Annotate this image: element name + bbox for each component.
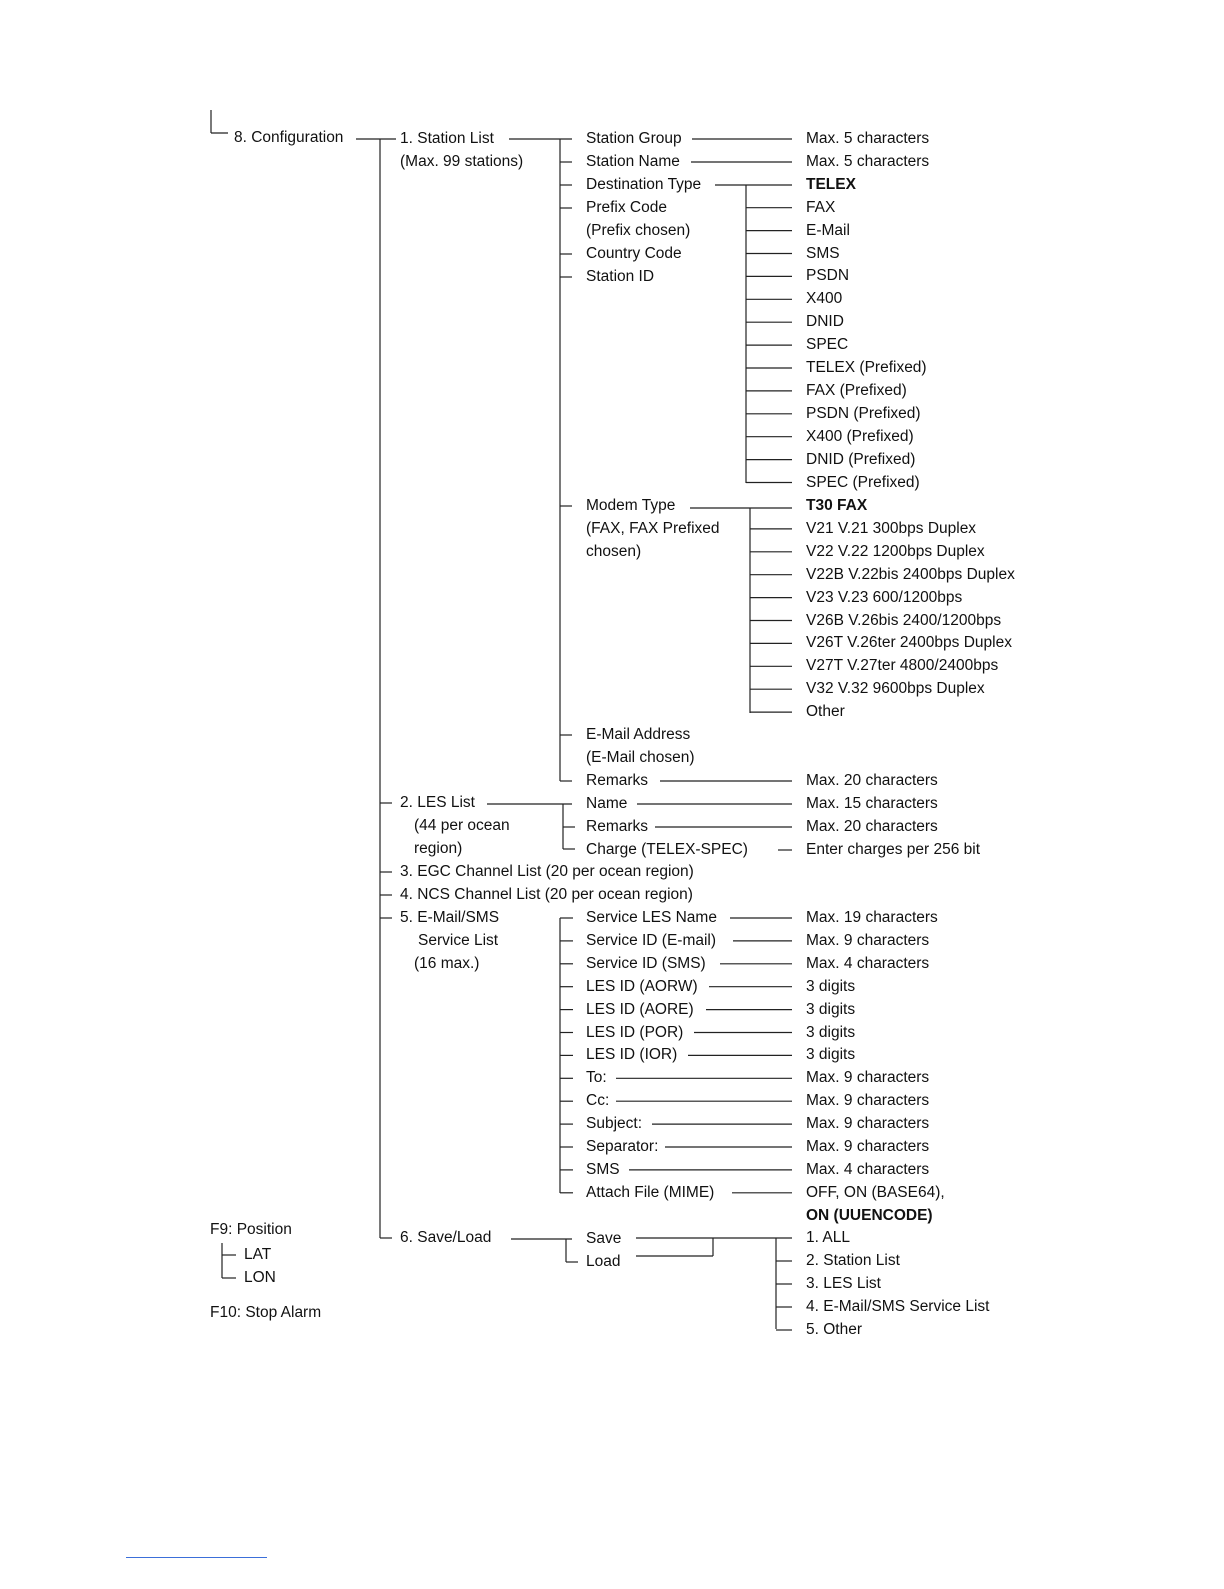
station-id-label: Station ID — [586, 268, 655, 285]
email-sms-field-limit: Max. 9 characters — [806, 1092, 930, 1110]
station-name-limit: Max. 5 characters — [806, 153, 930, 170]
email-sms-field-limit: 3 digits — [806, 1023, 856, 1041]
load-option: Load — [586, 1253, 621, 1270]
les-field-name: Name — [586, 795, 628, 812]
modem-type-option: V21 V.21 300bps Duplex — [806, 519, 977, 537]
destination-type-option: X400 — [806, 290, 843, 308]
email-sms-field-name: To: — [586, 1069, 607, 1087]
modem-note-line1: (FAX, FAX Prefixed — [586, 520, 720, 537]
les-field-name: Charge (TELEX-SPEC) — [586, 841, 748, 858]
email-sms-list-subtitle-line1: Service List — [418, 932, 499, 949]
email-sms-field-limit: Max. 9 characters — [806, 1115, 930, 1133]
email-sms-field-limit: Max. 4 characters — [806, 954, 930, 972]
destination-type-option: SPEC (Prefixed) — [806, 473, 920, 491]
f10-stop-alarm-label: F10: Stop Alarm — [210, 1304, 322, 1321]
email-sms-list-label: 5. E-Mail/SMS — [400, 909, 500, 926]
email-sms-field-limit: Max. 9 characters — [806, 931, 930, 949]
les-field-name: Remarks — [586, 818, 649, 835]
les-list-subtitle-line1: (44 per ocean — [414, 817, 510, 834]
footer-rule — [126, 1557, 267, 1558]
save-load-target-option: 2. Station List — [806, 1252, 900, 1269]
station-group-label: Station Group — [586, 130, 682, 147]
station-list-label: 1. Station List — [400, 130, 494, 147]
email-sms-field-limit: 3 digits — [806, 977, 856, 995]
modem-type-option: V26B V.26bis 2400/1200bps — [806, 611, 1002, 629]
destination-type-option: TELEX — [806, 175, 856, 193]
destination-type-option: X400 (Prefixed) — [806, 427, 914, 445]
destination-type-option: SMS — [806, 244, 840, 262]
save-load-label: 6. Save/Load — [400, 1229, 492, 1246]
ncs-channel-list-label: 4. NCS Channel List (20 per ocean region) — [400, 886, 693, 903]
email-sms-field-limit: Max. 4 characters — [806, 1160, 930, 1178]
email-sms-field-name: SMS — [586, 1160, 620, 1178]
email-address-label: E-Mail Address — [586, 726, 691, 743]
email-sms-list-subtitle-line2: (16 max.) — [414, 955, 480, 972]
destination-type-option: DNID — [806, 313, 844, 331]
destination-type-option: DNID (Prefixed) — [806, 450, 916, 468]
attach-file-uuencode-option: ON (UUENCODE) — [806, 1207, 933, 1224]
station-name-label: Station Name — [586, 153, 680, 170]
destination-type-option: TELEX (Prefixed) — [806, 359, 927, 376]
prefix-code-label: Prefix Code — [586, 199, 667, 216]
modem-type-option: V23 V.23 600/1200bps — [806, 588, 963, 606]
destination-type-option: FAX — [806, 198, 836, 216]
station-group-limit: Max. 5 characters — [806, 130, 930, 147]
les-list-subtitle-line2: region) — [414, 840, 463, 857]
prefix-chosen-note: (Prefix chosen) — [586, 222, 691, 239]
f9-position-label: F9: Position — [210, 1221, 292, 1238]
configuration-root-label: 8. Configuration — [234, 129, 344, 146]
save-option: Save — [586, 1230, 622, 1247]
email-sms-field-limit: Max. 9 characters — [806, 1138, 930, 1155]
email-sms-field-name: Separator: — [586, 1138, 659, 1155]
email-sms-field-name: Service LES Name — [586, 909, 717, 926]
save-load-target-option: 5. Other — [806, 1321, 862, 1338]
les-field-limit: Max. 15 characters — [806, 795, 938, 812]
email-sms-field-name: Service ID (E-mail) — [586, 931, 717, 949]
f9-lat-option: LAT — [244, 1246, 272, 1263]
destination-type-option: SPEC — [806, 336, 849, 354]
destination-type-label: Destination Type — [586, 176, 702, 193]
email-sms-field-name: LES ID (AORE) — [586, 1000, 694, 1018]
modem-type-option: V22B V.22bis 2400bps Duplex — [806, 565, 1015, 583]
save-load-target-option: 3. LES List — [806, 1275, 881, 1292]
les-field-limit: Enter charges per 256 bit — [806, 841, 981, 858]
email-chosen-note: (E-Mail chosen) — [586, 749, 695, 766]
station-remarks-label: Remarks — [586, 772, 649, 789]
les-list-label: 2. LES List — [400, 794, 475, 811]
email-sms-field-name: Service ID (SMS) — [586, 954, 706, 972]
modem-type-option: V22 V.22 1200bps Duplex — [806, 542, 985, 560]
f9-lon-option: LON — [244, 1269, 276, 1286]
egc-channel-list-label: 3. EGC Channel List (20 per ocean region) — [400, 863, 694, 880]
destination-type-option: FAX (Prefixed) — [806, 381, 907, 399]
email-sms-field-name: Cc: — [586, 1092, 610, 1110]
email-sms-field-name: Attach File (MIME) — [586, 1183, 715, 1201]
email-sms-field-name: LES ID (IOR) — [586, 1046, 678, 1064]
email-sms-field-limit: 3 digits — [806, 1000, 856, 1018]
email-sms-field-limit: OFF, ON (BASE64), — [806, 1183, 945, 1201]
modem-type-label: Modem Type — [586, 497, 676, 514]
destination-type-option: PSDN (Prefixed) — [806, 404, 921, 422]
modem-type-option: Other — [806, 703, 845, 721]
modem-type-option: V32 V.32 9600bps Duplex — [806, 680, 985, 698]
save-load-target-option: 4. E-Mail/SMS Service List — [806, 1298, 990, 1315]
modem-type-option: T30 FAX — [806, 497, 868, 514]
modem-note-line2: chosen) — [586, 543, 642, 560]
email-sms-field-name: LES ID (POR) — [586, 1023, 684, 1041]
save-load-target-option: 1. ALL — [806, 1229, 850, 1246]
modem-type-option: V26T V.26ter 2400bps Duplex — [806, 634, 1012, 652]
country-code-label: Country Code — [586, 245, 682, 262]
email-sms-field-name: LES ID (AORW) — [586, 977, 698, 995]
email-sms-field-limit: Max. 19 characters — [806, 909, 938, 926]
destination-type-option: PSDN — [806, 267, 850, 285]
station-list-subtitle: (Max. 99 stations) — [400, 153, 524, 170]
destination-type-option: E-Mail — [806, 221, 850, 239]
email-sms-field-name: Subject: — [586, 1115, 643, 1133]
station-remarks-limit: Max. 20 characters — [806, 772, 938, 789]
email-sms-field-limit: Max. 9 characters — [806, 1069, 930, 1087]
les-field-limit: Max. 20 characters — [806, 818, 938, 835]
modem-type-option: V27T V.27ter 4800/2400bps — [806, 657, 999, 675]
email-sms-field-limit: 3 digits — [806, 1046, 856, 1064]
